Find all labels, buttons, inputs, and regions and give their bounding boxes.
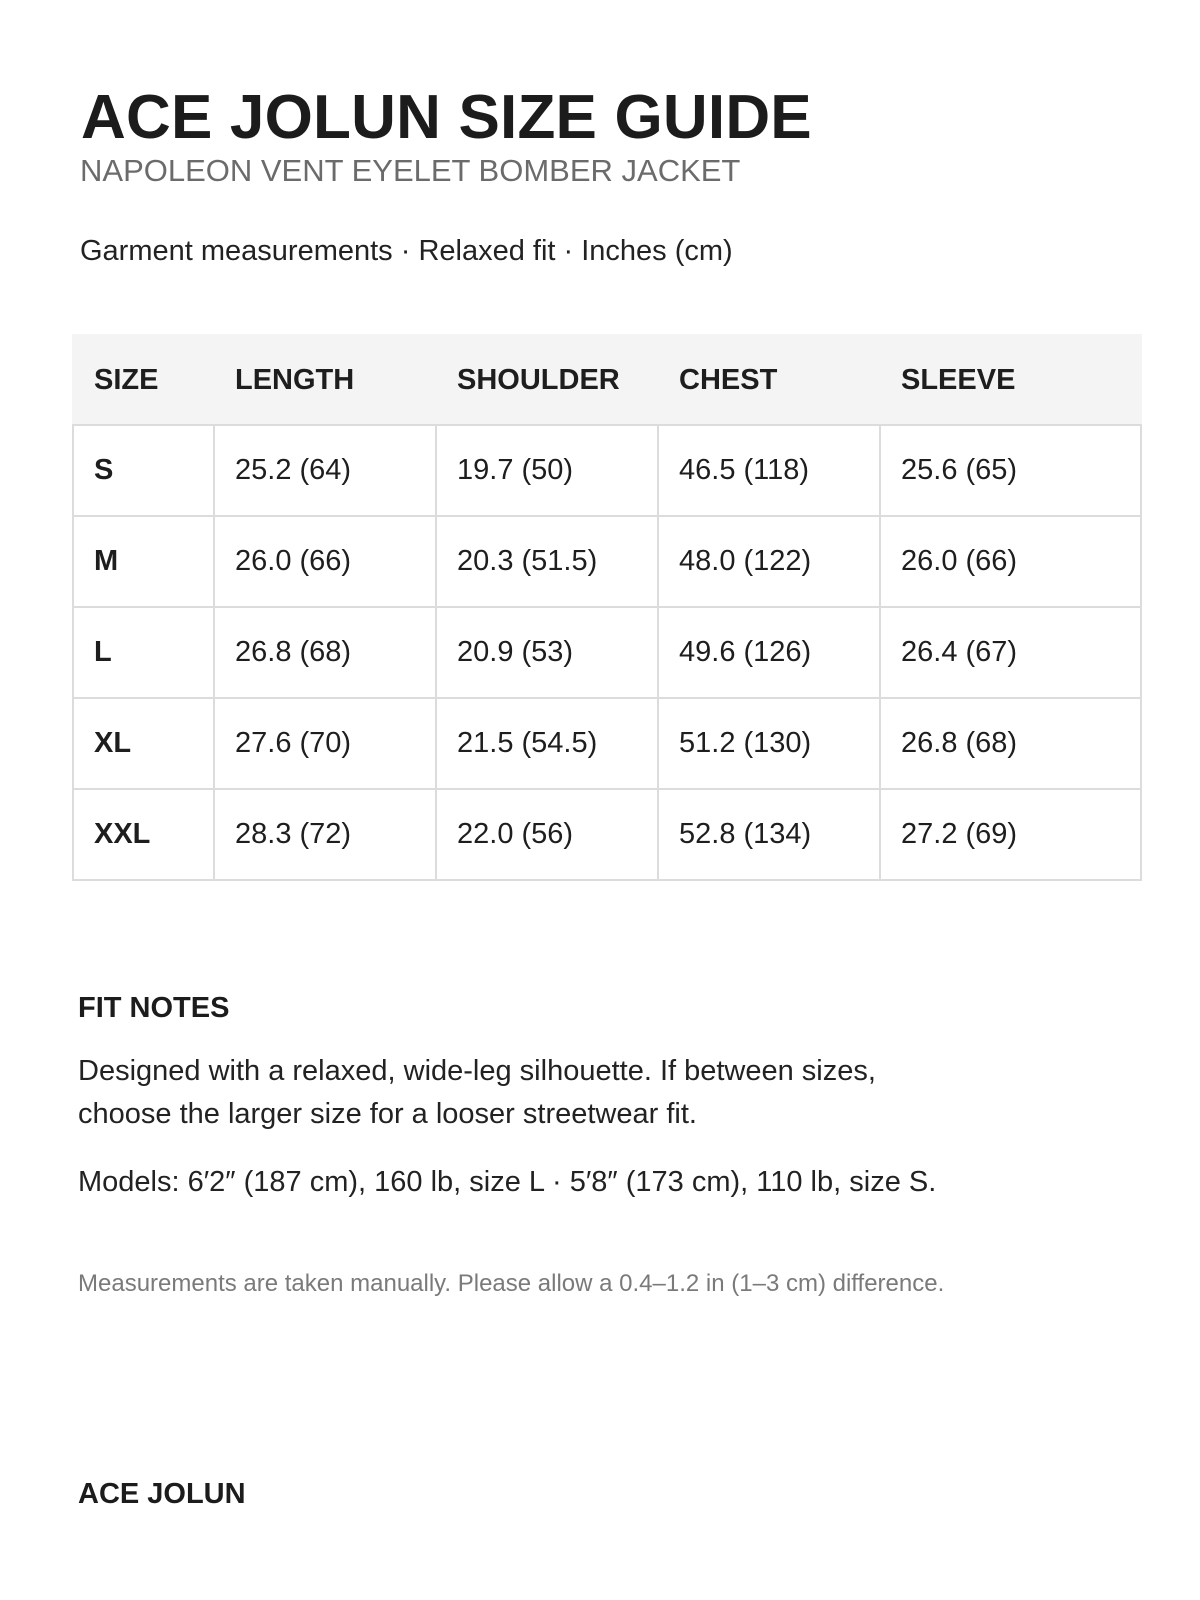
length-cell: 26.8 (68) bbox=[214, 607, 436, 698]
length-cell: 26.0 (66) bbox=[214, 516, 436, 607]
measurement-info: Garment measurements · Relaxed fit · Inches (cm) bbox=[80, 235, 733, 267]
shoulder-cell: 22.0 (56) bbox=[436, 789, 658, 880]
table-row bbox=[73, 516, 1141, 607]
sleeve-cell: 26.8 (68) bbox=[880, 698, 1141, 789]
size-label: M bbox=[73, 516, 214, 607]
model-info: Models: 6′2″ (187 cm), 160 lb, size L · 5′8″ (173 cm), 110 lb, size S. bbox=[78, 1166, 937, 1198]
column-header-chest: CHEST bbox=[658, 335, 880, 425]
chest-cell: 46.5 (118) bbox=[658, 425, 880, 516]
table-header-row bbox=[73, 335, 1141, 425]
product-name: NAPOLEON VENT EYELET BOMBER JACKET bbox=[80, 153, 741, 188]
chest-cell: 48.0 (122) bbox=[658, 516, 880, 607]
shoulder-cell: 19.7 (50) bbox=[436, 425, 658, 516]
sleeve-cell: 26.4 (67) bbox=[880, 607, 1141, 698]
sleeve-cell: 27.2 (69) bbox=[880, 789, 1141, 880]
table-row bbox=[73, 607, 1141, 698]
size-label: XXL bbox=[73, 789, 214, 880]
shoulder-cell: 21.5 (54.5) bbox=[436, 698, 658, 789]
fit-notes-line-1: Designed with a relaxed, wide-leg silhouette. If between sizes, bbox=[78, 1055, 876, 1087]
fit-notes-heading: FIT NOTES bbox=[78, 992, 230, 1024]
length-cell: 28.3 (72) bbox=[214, 789, 436, 880]
brand-logo-text: ACE JOLUN bbox=[78, 1478, 246, 1510]
size-chart-table bbox=[72, 334, 1142, 881]
column-header-length: LENGTH bbox=[214, 335, 436, 425]
table-row bbox=[73, 698, 1141, 789]
column-header-size: SIZE bbox=[73, 335, 214, 425]
chest-cell: 51.2 (130) bbox=[658, 698, 880, 789]
page-title: ACE JOLUN SIZE GUIDE bbox=[81, 83, 812, 152]
measurement-disclaimer: Measurements are taken manually. Please allow a 0.4–1.2 in (1–3 cm) difference. bbox=[78, 1270, 945, 1297]
table-row bbox=[73, 789, 1141, 880]
size-label: XL bbox=[73, 698, 214, 789]
length-cell: 27.6 (70) bbox=[214, 698, 436, 789]
column-header-shoulder: SHOULDER bbox=[436, 335, 658, 425]
sleeve-cell: 25.6 (65) bbox=[880, 425, 1141, 516]
size-label: S bbox=[73, 425, 214, 516]
shoulder-cell: 20.9 (53) bbox=[436, 607, 658, 698]
chest-cell: 52.8 (134) bbox=[658, 789, 880, 880]
table-row bbox=[73, 425, 1141, 516]
chest-cell: 49.6 (126) bbox=[658, 607, 880, 698]
length-cell: 25.2 (64) bbox=[214, 425, 436, 516]
sleeve-cell: 26.0 (66) bbox=[880, 516, 1141, 607]
shoulder-cell: 20.3 (51.5) bbox=[436, 516, 658, 607]
fit-notes-line-2: choose the larger size for a looser streetwear fit. bbox=[78, 1098, 697, 1130]
size-label: L bbox=[73, 607, 214, 698]
column-header-sleeve: SLEEVE bbox=[880, 335, 1141, 425]
fit-notes-body bbox=[78, 1050, 978, 1136]
